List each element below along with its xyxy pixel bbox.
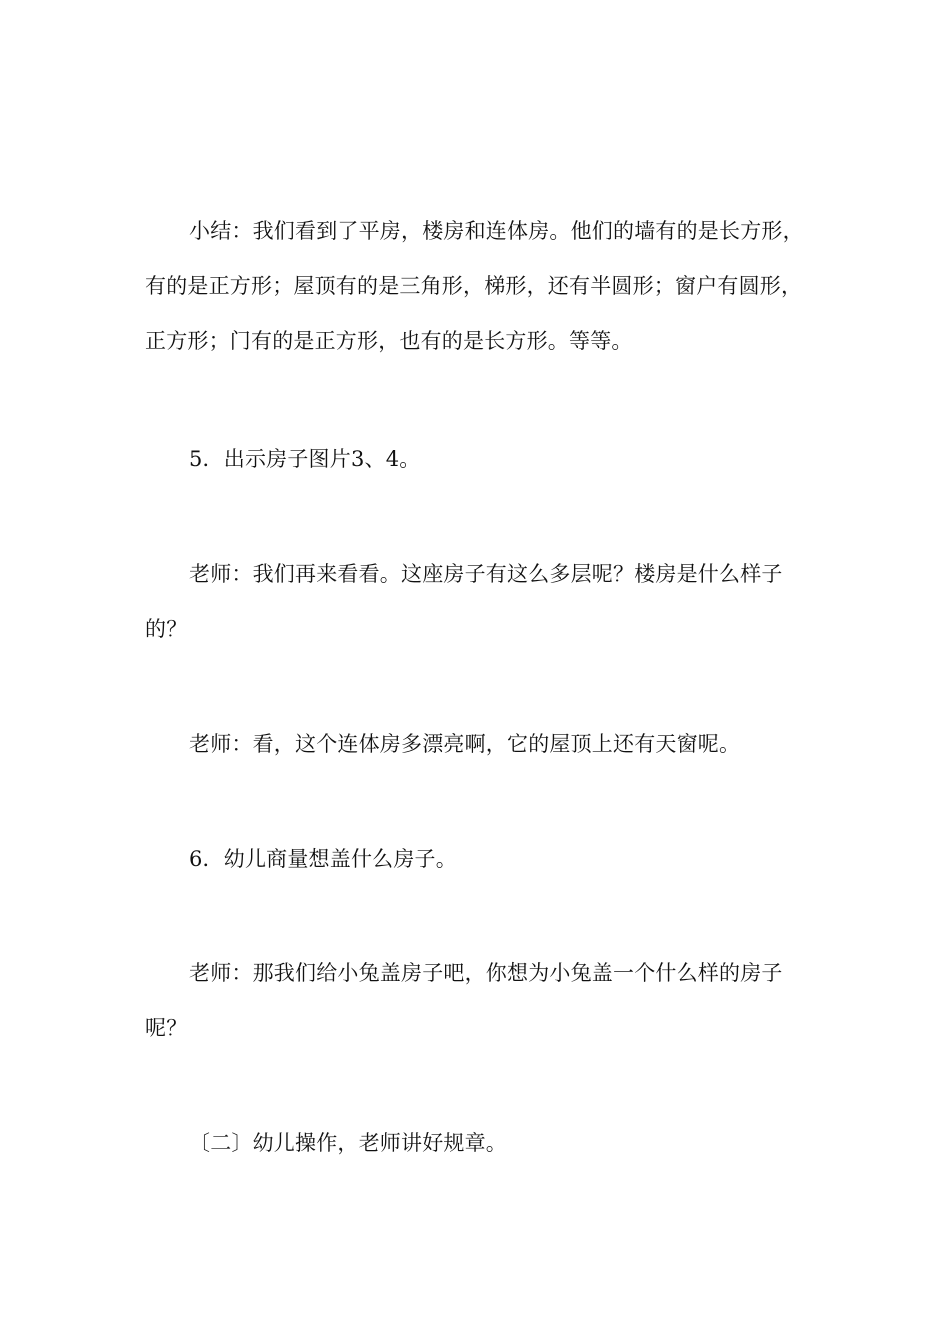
step-6-heading: 6．幼儿商量想盖什么房子。 (189, 847, 457, 871)
section-2-heading: 〔二〕幼儿操作，老师讲好规章。 (189, 1131, 507, 1155)
teacher-remark-paragraph: 老师：看，这个连体房多漂亮啊，它的屋顶上还有天窗呢。 (189, 732, 741, 756)
step-5-heading: 5．出示房子图片3、4。 (189, 447, 421, 471)
teacher-question-paragraph: 老师：我们再来看看。这座房子有这么多层呢？楼房是什么样子的？ (145, 562, 783, 641)
teacher-prompt-paragraph: 老师：那我们给小兔盖房子吧，你想为小兔盖一个什么样的房子呢？ (145, 961, 783, 1040)
summary-paragraph: 小结：我们看到了平房，楼房和连体房。他们的墙有的是长方形，有的是正方形；屋顶有的是三角形，梯形，还有半圆形；窗户有圆形，正方形；门有的是正方形，也有的是长方形。等等。 (145, 219, 804, 353)
